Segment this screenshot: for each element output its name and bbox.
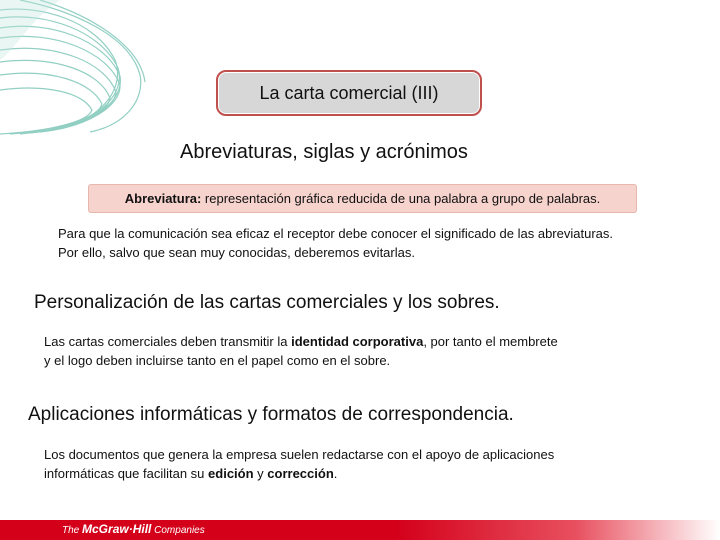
text-run: informáticas que facilitan su (44, 466, 209, 481)
section-heading-applications: Aplicaciones informáticas y formatos de correspondencia. (28, 404, 514, 425)
bold-term-correction: corrección (267, 466, 334, 481)
text-run: y (253, 466, 268, 481)
bold-term-edition: edición (208, 466, 254, 481)
logo-companies: Companies (151, 525, 205, 536)
definition-term: Abreviatura: (124, 191, 202, 206)
personalization-paragraph (44, 332, 558, 370)
paragraph-line (44, 464, 554, 483)
logo-the: The (62, 525, 83, 536)
paragraph-line: y el logo deben incluirse tanto en el papel como en el sobre. (44, 353, 391, 368)
abbreviation-paragraph (58, 224, 613, 262)
section-subtitle: Abreviaturas, siglas y acrónimos (180, 141, 468, 163)
definition-box (88, 184, 637, 213)
text-run: Las cartas comerciales deben transmitir la (44, 334, 292, 349)
paragraph-line: Los documentos que genera la empresa suelen redactarse con el apoyo de aplicaciones (44, 447, 555, 462)
decorative-swirl (0, 0, 150, 135)
paragraph-line: Por ello, salvo que sean muy conocidas, deberemos evitarlas. (58, 245, 415, 260)
text-run: . (333, 466, 338, 481)
logo-brand: McGraw·Hill (82, 522, 152, 536)
slide-title (216, 70, 482, 116)
definition-text: representación gráfica reducida de una palabra a grupo de palabras. (201, 191, 601, 206)
bold-term-identity: identidad corporativa (291, 334, 424, 349)
paragraph-line: Para que la comunicación sea eficaz el receptor debe conocer el significado de las abreviaturas. (58, 226, 613, 241)
publisher-logo (62, 522, 205, 536)
text-run: , por tanto el membrete (423, 334, 558, 349)
section-heading-personalization: Personalización de las cartas comerciales y los sobres. (34, 292, 500, 313)
slide-title-text: La carta comercial (III) (259, 82, 439, 103)
applications-paragraph (44, 445, 554, 483)
paragraph-line (44, 332, 558, 351)
